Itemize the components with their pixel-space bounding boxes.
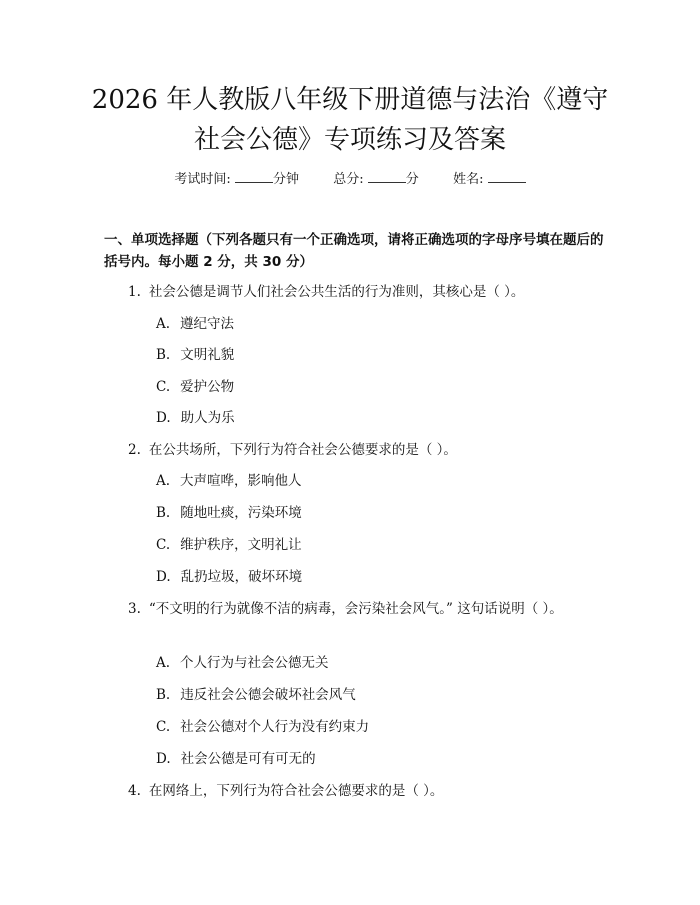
time-unit: 分钟 [272,172,299,187]
question-text: 在网络上，下列行为符合社会公德要求的是（ ）。 [148,783,444,799]
question-1-option-a: A. 遵纪守法 [156,316,235,332]
question-2-option-a: A. 大声喧哗，影响他人 [156,473,302,489]
question-3 [104,598,604,620]
question-text: 在公共场所，下列行为符合社会公德要求的是（ ）。 [148,442,457,458]
question-text: “不文明的行为就像不洁的病毒，会污染社会风气。” 这句话说明（ ）。 [148,601,563,617]
question-1-option-c: C. 爱护公物 [156,379,235,395]
question-3-option-d: D. 社会公德是可有可无的 [156,751,316,767]
time-label: 考试时间: [174,172,231,187]
question-number: 2. [128,442,141,458]
exam-meta [0,168,700,187]
question-3-option-b: B. 违反社会公德会破坏社会风气 [156,687,356,703]
question-3-option-c: C. 社会公德对个人行为没有约束力 [156,719,370,735]
title-line-1: 2026 年人教版八年级下册道德与法治《遵守 [91,85,609,115]
question-1 [128,281,608,303]
question-2-option-c: C. 维护秩序，文明礼让 [156,537,302,553]
question-number: 1. [128,284,141,300]
score-blank [368,171,406,183]
question-number: 3. [128,601,141,617]
score-label: 总分: [333,172,364,187]
name-blank [488,171,526,183]
section-heading: 一、单项选择题（下列各题只有一个正确选项，请将正确选项的字母序号填在题后的括号内。每小题 2 分，共 30 分） [104,232,604,270]
question-text: 社会公德是调节人们社会公共生活的行为准则，其核心是（ ）。 [148,284,525,300]
question-2 [128,439,608,461]
question-4 [128,780,608,802]
question-3-option-a: A. 个人行为与社会公德无关 [156,655,329,671]
document-title [90,80,610,160]
question-number: 4. [128,783,141,799]
name-label: 姓名: [453,172,484,187]
time-blank [235,171,273,183]
question-2-option-b: B. 随地吐痰，污染环境 [156,505,302,521]
question-1-option-b: B. 文明礼貌 [156,347,235,363]
score-unit: 分 [405,172,419,187]
question-1-option-d: D. 助人为乐 [156,410,235,426]
question-2-option-d: D. 乱扔垃圾，破坏环境 [156,569,303,585]
title-line-2: 社会公德》专项练习及答案 [193,125,506,155]
